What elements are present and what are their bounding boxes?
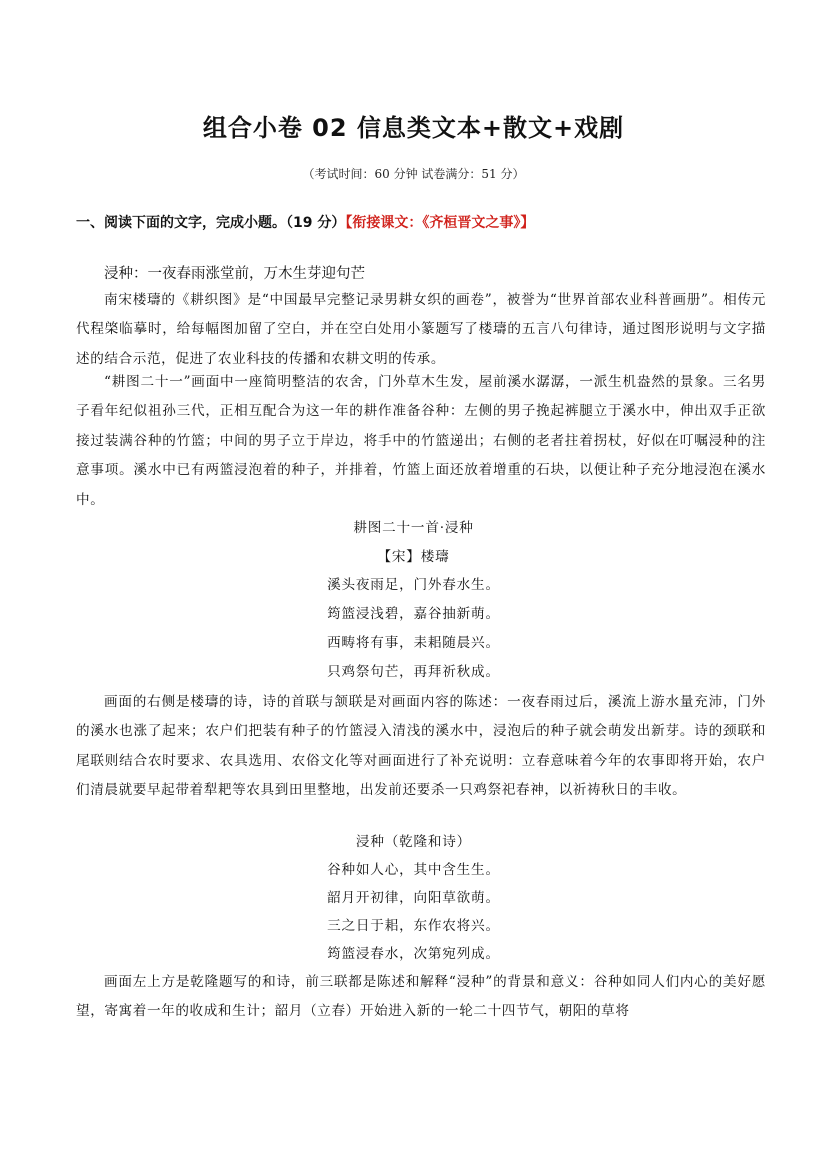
poem-2-title: 浸种（乾隆和诗） [355, 834, 472, 850]
paragraph-4: 画面左上方是乾隆题写的和诗，前三联都是陈述和解释“浸种”的背景和意义：谷种如同人们内心的美好愿望，寄寓着一年的收成和生计；韶月（立春）开始进入新的一轮二十四节气，朝阳的草将 [76, 974, 766, 1020]
paragraph-2: “耕图二十一”画面中一座简明整洁的农舍，门外草木生发，屋前溪水潺潺，一派生机盎然的景象。三名男子看年纪似祖孙三代，正相互配合为这一年的耕作准备谷种：左侧的男子挽起裤腿立于溪水中，伸出双手正欲接过装满谷种的竹篮；中间的男子立于岸边，将手中的竹篮递出；右侧的老者拄着拐杖，好似在叮嘱浸种的注意事项。溪水中已有两篮浸泡着的种子，并排着，竹篮上面还放着增重的石块，以便让种子充分地浸泡在溪水中。 [76, 374, 766, 508]
poem-1-line: 只鸡祭句芒，再拜祈秋成。 [327, 664, 500, 680]
poem-1-line: 筠篮浸浅碧，嘉谷抽新萌。 [327, 606, 500, 622]
paragraph-3: 画面的右侧是楼璹的诗，诗的首联与颔联是对画面内容的陈述：一夜春雨过后，溪流上游水量充沛，门外的溪水也涨了起来；农户们把装有种子的竹篮浸入清浅的溪水中，浸泡后的种子就会萌发出新芽。诗的颈联和尾联则结合农时要求、农具选用、农俗文化等对画面进行了补充说明：立春意味着今年的农事即将开始，农户们清晨就要早起带着犁耙等农具到田里整地，出发前还要杀一只鸡祭祀春神，以祈祷秋日的丰收。 [76, 694, 766, 799]
article-heading: 浸种：一夜春雨涨堂前，万木生芽迎句芒 [104, 266, 365, 282]
poem-2-line: 筠篮浸春水，次第宛列成。 [327, 946, 500, 962]
poem-2-line: 谷种如人心，其中含生生。 [327, 862, 500, 878]
exam-info: （考试时间：60 分钟 试卷满分：51 分） [302, 167, 525, 181]
poem-1-author: 【宋】楼璹 [377, 549, 450, 565]
page-title: 组合小卷 02 信息类文本+散文+戏剧 [202, 114, 625, 142]
poem-1-line: 溪头夜雨足，门外春水生。 [327, 577, 500, 593]
paragraph-1: 南宋楼璹的《耕织图》是“中国最早完整记录男耕女织的画卷”，被誉为“世界首部农业科普画册”。相传元代程棨临摹时，给每幅图加留了空白，并在空白处用小篆题写了楼璹的五言八句律诗，通过图形说明与文字描述的结合示范，促进了农业科技的传播和农耕文明的传承。 [76, 292, 766, 367]
poem-2-line: 三之日于耜，东作农将兴。 [327, 918, 500, 934]
poem-1-line: 西畴将有事，耒耜随晨兴。 [327, 635, 500, 651]
section-heading [76, 212, 534, 232]
section-label: 一、阅读下面的文字，完成小题。（19 分） [76, 215, 346, 231]
textbook-link-label: 【衔接课文：《齐桓晋文之事》】 [345, 215, 535, 231]
poem-2-line: 韶月开初律，向阳草欲萌。 [327, 890, 500, 906]
poem-1-title: 耕图二十一首·浸种 [353, 520, 474, 536]
